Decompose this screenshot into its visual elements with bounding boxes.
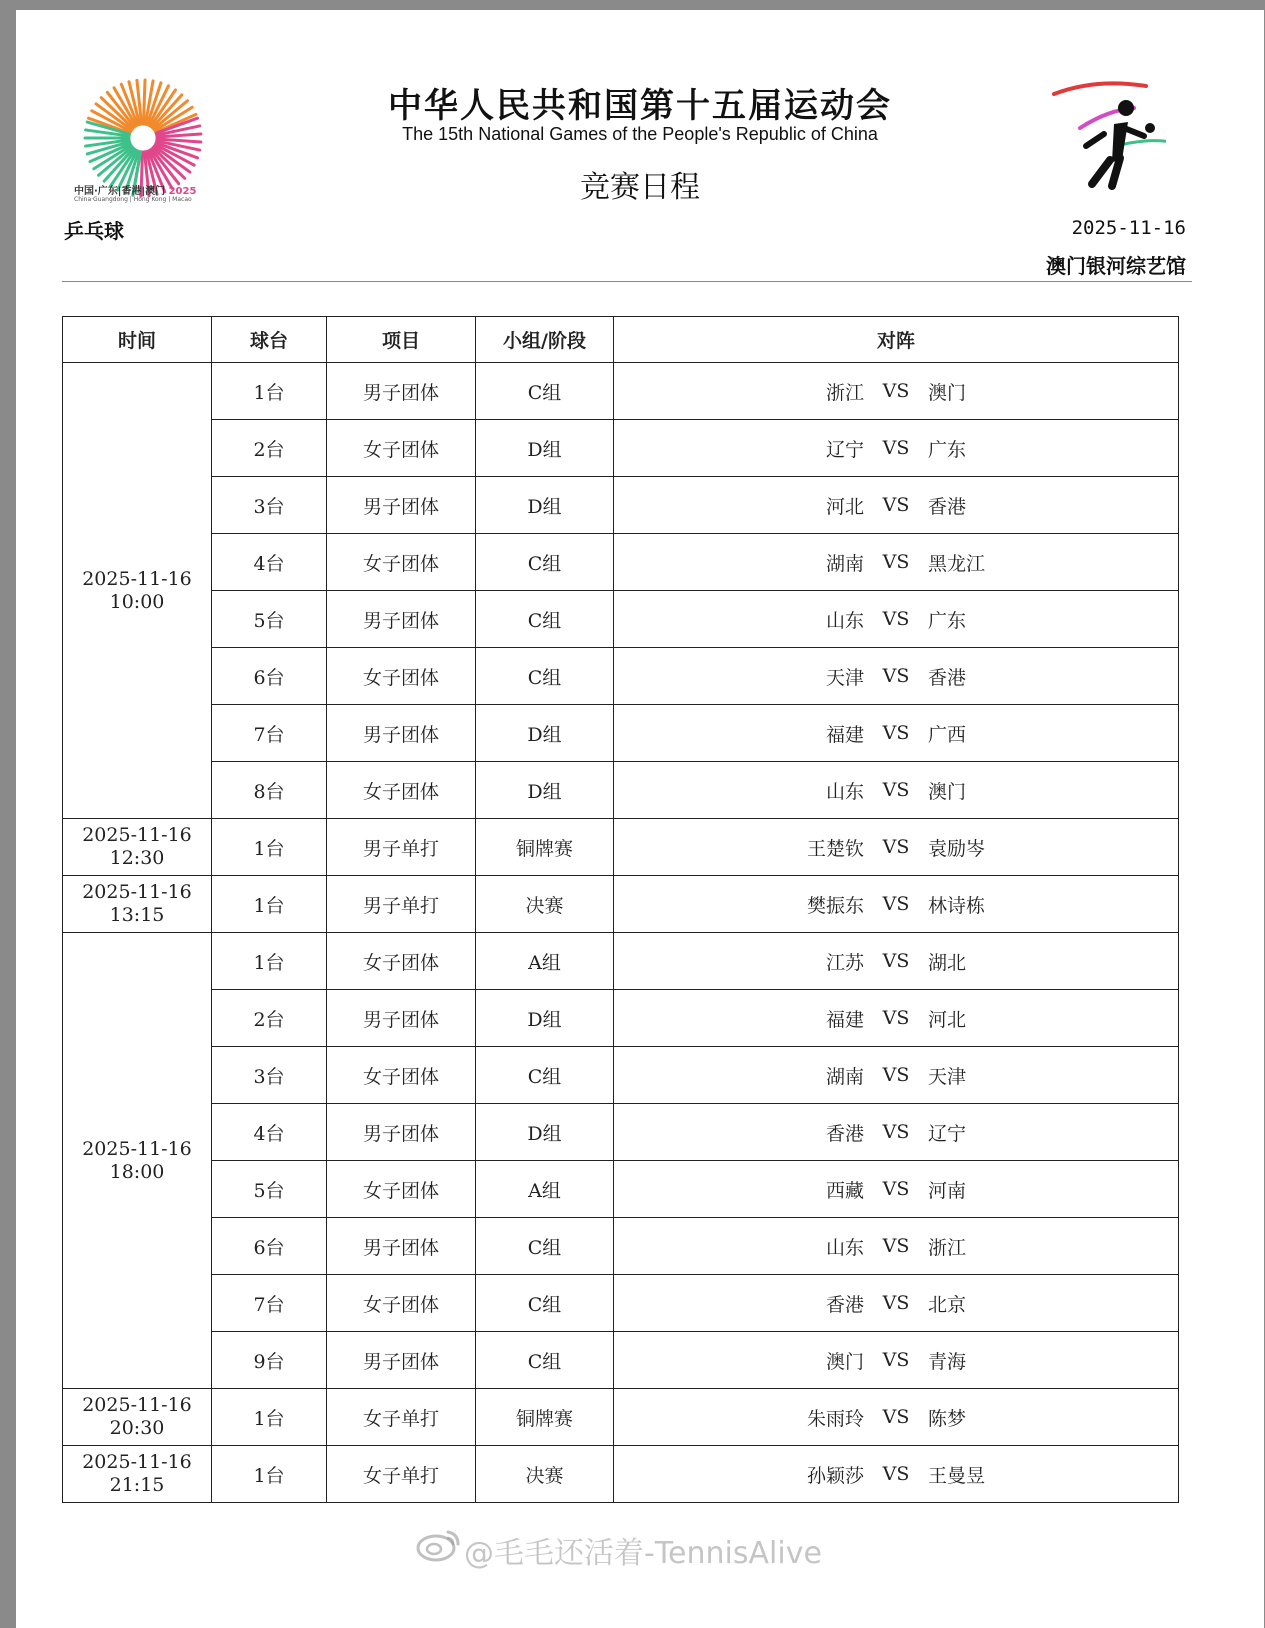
away-team: 天津 [928,1065,967,1088]
matchup-cell [614,1218,1179,1275]
matchup-cell [614,1332,1179,1389]
table-row [63,876,1179,933]
stage-cell: C组 [476,534,614,591]
event-cell: 女子团体 [327,762,476,819]
header-divider [62,281,1192,282]
table-number-cell: 1台 [212,876,327,933]
event-cell: 男子团体 [327,363,476,420]
table-number-cell: 1台 [212,933,327,990]
event-cell: 女子团体 [327,648,476,705]
away-team: 黑龙江 [928,552,986,575]
away-team: 香港 [928,666,967,689]
matchup [614,777,1178,804]
away-team: 林诗栋 [928,894,986,917]
weibo-icon [414,1528,462,1562]
home-team: 河北 [825,495,864,518]
time-clock: 12:30 [109,847,165,869]
venue-name: 澳门银河综艺馆 [1046,254,1186,278]
table-number-cell: 5台 [212,1161,327,1218]
header-event: 项目 [327,317,476,363]
table-number-cell: 4台 [212,1104,327,1161]
home-team: 朱雨玲 [806,1407,864,1430]
home-team: 湖南 [825,552,864,575]
matchup [614,1290,1178,1317]
matchup [614,1005,1178,1032]
table-row [63,990,1179,1047]
matchup [614,663,1178,690]
stage-cell: D组 [476,762,614,819]
vs-label: VS [882,722,910,744]
home-team: 天津 [825,666,864,689]
vs-label: VS [882,1121,910,1143]
page-title: 中华人民共和国第十五届运动会 [388,86,892,126]
header-table-no: 球台 [212,317,327,363]
stage-cell: C组 [476,648,614,705]
stage-cell: A组 [476,933,614,990]
matchup-cell [614,1275,1179,1332]
matchup [614,1461,1178,1488]
table-number-cell: 5台 [212,591,327,648]
vs-label: VS [882,494,910,516]
matchup-cell [614,591,1179,648]
away-team: 澳门 [928,381,967,404]
vs-label: VS [882,950,910,972]
time-clock: 21:15 [109,1474,165,1496]
vs-label: VS [882,836,910,858]
event-cell: 男子团体 [327,705,476,762]
matchup-cell [614,1161,1179,1218]
header-time: 时间 [63,317,212,363]
table-row [63,534,1179,591]
time-cell [63,876,212,933]
home-team: 山东 [825,780,864,803]
table-number-cell: 7台 [212,705,327,762]
page-subtitle: 竞赛日程 [580,170,700,205]
home-team: 樊振东 [806,894,864,917]
vs-label: VS [882,551,910,573]
event-cell: 男子团体 [327,1332,476,1389]
away-team: 辽宁 [928,1122,967,1145]
home-team: 山东 [825,609,864,632]
time-date: 2025-11-16 [82,567,192,590]
vs-label: VS [882,665,910,687]
matchup [614,1119,1178,1146]
matchup-cell [614,876,1179,933]
table-number-cell: 7台 [212,1275,327,1332]
table-number-cell: 2台 [212,990,327,1047]
stage-cell: A组 [476,1161,614,1218]
matchup [614,834,1178,861]
event-cell: 男子单打 [327,876,476,933]
time-date: 2025-11-16 [82,1394,192,1416]
header-matchup: 对阵 [614,317,1179,363]
time-date: 2025-11-16 [82,1137,192,1160]
away-team: 澳门 [928,780,967,803]
matchup-cell [614,990,1179,1047]
sport-name: 乒乓球 [64,219,124,243]
matchup-cell [614,1446,1179,1503]
table-row [63,1275,1179,1332]
table-number-cell: 3台 [212,1047,327,1104]
watermark [414,1526,854,1571]
away-team: 袁励岑 [928,837,986,860]
matchup-cell [614,933,1179,990]
time-cell [63,933,212,1389]
event-cell: 女子团体 [327,1275,476,1332]
vs-label: VS [882,1463,910,1485]
vs-label: VS [882,1007,910,1029]
away-team: 王曼昱 [928,1464,986,1487]
time-date: 2025-11-16 [82,1451,192,1473]
away-team: 湖北 [928,951,967,974]
event-cell: 男子团体 [327,1104,476,1161]
vs-label: VS [882,1178,910,1200]
table-number-cell: 2台 [212,420,327,477]
event-cell: 男子单打 [327,819,476,876]
table-row [63,363,1179,420]
home-team: 福建 [825,1008,864,1031]
matchup [614,1347,1178,1374]
table-row [63,648,1179,705]
away-team: 河南 [928,1179,967,1202]
away-team: 香港 [928,495,967,518]
table-row [63,1104,1179,1161]
matchup [614,1233,1178,1260]
vs-label: VS [882,779,910,801]
table-tennis-pictogram-icon [1046,72,1166,192]
matchup-cell [614,420,1179,477]
schedule-table [62,316,1179,1503]
matchup [614,378,1178,405]
matchup-cell [614,363,1179,420]
matchup-cell [614,648,1179,705]
emblem-caption-en: China·Guangdong | Hong Kong | Macao [74,196,192,203]
table-row [63,819,1179,876]
matchup-cell [614,477,1179,534]
table-number-cell: 8台 [212,762,327,819]
away-team: 北京 [928,1293,967,1316]
stage-cell: D组 [476,990,614,1047]
home-team: 浙江 [825,381,864,404]
table-row [63,1446,1179,1503]
home-team: 江苏 [825,951,864,974]
stage-cell: 铜牌赛 [476,1389,614,1446]
table-row [63,1218,1179,1275]
matchup [614,549,1178,576]
home-team: 香港 [825,1293,864,1316]
matchup [614,435,1178,462]
schedule-date: 2025-11-16 [1071,217,1186,239]
stage-cell: 决赛 [476,876,614,933]
event-cell: 男子团体 [327,591,476,648]
stage-cell: C组 [476,1218,614,1275]
matchup-cell [614,1389,1179,1446]
matchup [614,1404,1178,1431]
table-number-cell: 1台 [212,819,327,876]
home-team: 湖南 [825,1065,864,1088]
time-cell [63,363,212,819]
table-number-cell: 1台 [212,1389,327,1446]
time-date: 2025-11-16 [82,824,192,846]
matchup [614,492,1178,519]
event-cell: 男子团体 [327,477,476,534]
event-cell: 女子团体 [327,1047,476,1104]
stage-cell: D组 [476,420,614,477]
vs-label: VS [882,1064,910,1086]
matchup-cell [614,1104,1179,1161]
vs-label: VS [882,1235,910,1257]
matchup-cell [614,705,1179,762]
event-cell: 女子团体 [327,1161,476,1218]
page-title-en: The 15th National Games of the People's Republic of China [402,124,878,144]
table-row [63,762,1179,819]
table-number-cell: 6台 [212,648,327,705]
matchup [614,720,1178,747]
stage-cell: C组 [476,591,614,648]
event-cell: 男子团体 [327,1218,476,1275]
time-clock: 13:15 [109,904,165,926]
home-team: 辽宁 [825,438,864,461]
table-row [63,1161,1179,1218]
time-clock: 18:00 [109,1160,165,1183]
vs-label: VS [882,1292,910,1314]
stage-cell: C组 [476,1047,614,1104]
table-number-cell: 9台 [212,1332,327,1389]
matchup-cell [614,762,1179,819]
event-cell: 女子团体 [327,933,476,990]
stage-cell: C组 [476,363,614,420]
watermark-text: @毛毛还活着-TennisAlive [464,1536,822,1571]
stage-cell: D组 [476,477,614,534]
vs-label: VS [882,380,910,402]
away-team: 广东 [928,609,967,632]
matchup [614,948,1178,975]
table-row [63,705,1179,762]
home-team: 福建 [825,723,864,746]
away-team: 广西 [928,723,967,746]
time-cell [63,819,212,876]
table-row [63,1047,1179,1104]
table-row [63,933,1179,990]
table-number-cell: 1台 [212,363,327,420]
stage-cell: 决赛 [476,1446,614,1503]
time-clock: 10:00 [109,590,165,613]
table-row [63,1389,1179,1446]
table-row [63,591,1179,648]
away-team: 广东 [928,438,967,461]
stage-cell: D组 [476,1104,614,1161]
home-team: 香港 [825,1122,864,1145]
vs-label: VS [882,1406,910,1428]
home-team: 王楚钦 [806,837,864,860]
event-cell: 男子团体 [327,990,476,1047]
stage-cell: 铜牌赛 [476,819,614,876]
emblem-caption: 中国·广东|香港|澳门 2025 [74,186,197,197]
time-cell [63,1389,212,1446]
home-team: 山东 [825,1236,864,1259]
table-number-cell: 1台 [212,1446,327,1503]
table-row [63,477,1179,534]
away-team: 浙江 [928,1236,967,1259]
time-date: 2025-11-16 [82,881,192,903]
matchup [614,891,1178,918]
away-team: 河北 [928,1008,967,1031]
home-team: 澳门 [825,1350,864,1373]
time-cell [63,1446,212,1503]
vs-label: VS [882,893,910,915]
away-team: 陈梦 [928,1407,967,1430]
time-clock: 20:30 [109,1417,165,1439]
table-row [63,420,1179,477]
table-header-row [63,317,1179,363]
matchup-cell [614,1047,1179,1104]
vs-label: VS [882,608,910,630]
matchup [614,1062,1178,1089]
home-team: 西藏 [825,1179,864,1202]
stage-cell: C组 [476,1275,614,1332]
table-row [63,1332,1179,1389]
header-stage: 小组/阶段 [476,317,614,363]
table-number-cell: 6台 [212,1218,327,1275]
matchup-cell [614,534,1179,591]
vs-label: VS [882,1349,910,1371]
away-team: 青海 [928,1350,967,1373]
event-cell: 女子单打 [327,1389,476,1446]
stage-cell: C组 [476,1332,614,1389]
matchup-cell [614,819,1179,876]
table-number-cell: 3台 [212,477,327,534]
matchup [614,1176,1178,1203]
event-cell: 女子单打 [327,1446,476,1503]
vs-label: VS [882,437,910,459]
event-cell: 女子团体 [327,420,476,477]
table-number-cell: 4台 [212,534,327,591]
home-team: 孙颖莎 [806,1464,864,1487]
stage-cell: D组 [476,705,614,762]
event-cell: 女子团体 [327,534,476,591]
matchup [614,606,1178,633]
schedule-page [16,10,1264,1628]
